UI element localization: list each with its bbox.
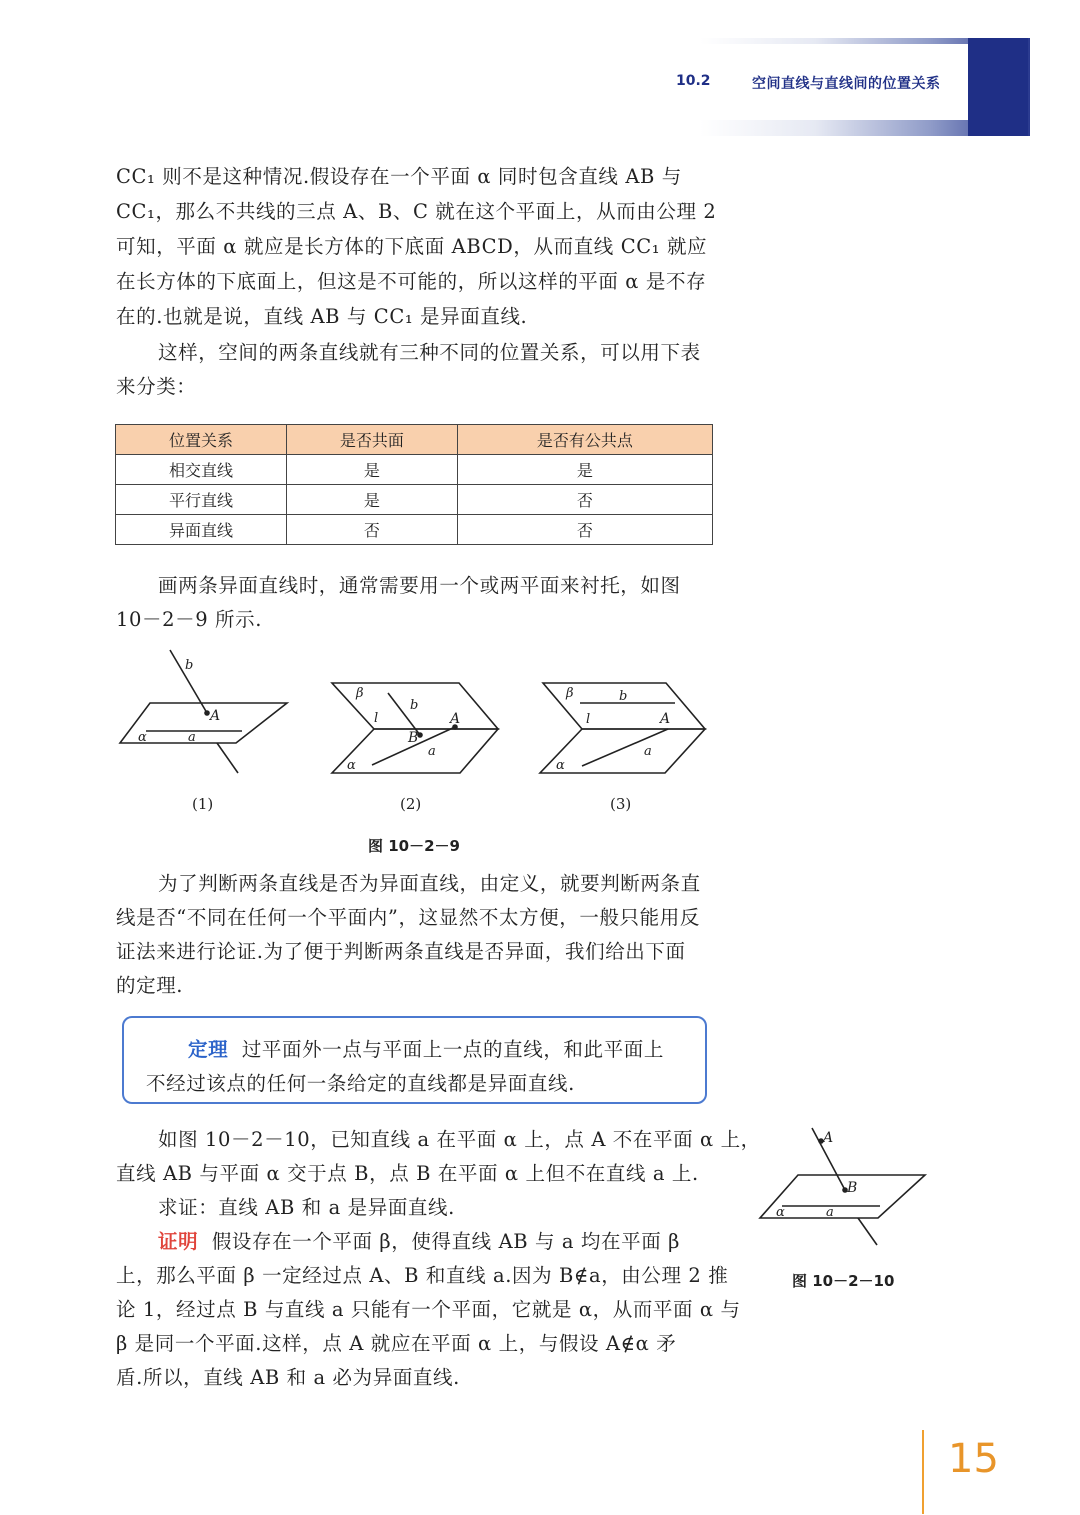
table-header-cell: 位置关系 — [116, 425, 287, 455]
figure-9-part-2 — [332, 683, 498, 773]
paragraph-line: 可知，平面 α 就应是长方体的下底面 ABCD，从而直线 CC₁ 就应 — [116, 235, 708, 258]
table-cell: 是 — [286, 485, 457, 515]
proof-line: 论 1，经过点 B 与直线 a 只能有一个平面，它就是 α，从而平面 α 与 — [116, 1298, 741, 1321]
paragraph-line: CC₁ 则不是这种情况.假设存在一个平面 α 同时包含直线 AB 与 — [116, 165, 682, 188]
label-A: A — [210, 708, 221, 724]
label-l: l — [374, 711, 379, 726]
table-cell: 否 — [457, 515, 712, 545]
label-a: a — [826, 1205, 834, 1220]
table-cell: 是 — [457, 455, 712, 485]
paragraph-line: 如图 10－2－10，已知直线 a 在平面 α 上，点 A 不在平面 α 上， — [158, 1128, 761, 1151]
table-row — [116, 515, 713, 545]
table-cell: 否 — [457, 485, 712, 515]
label-A: A — [660, 711, 671, 727]
theorem-text-2: 不经过该点的任何一条给定的直线都是异面直线. — [146, 1072, 575, 1095]
proof-line — [158, 1229, 680, 1255]
relation-table — [115, 424, 713, 545]
line-a — [582, 729, 668, 766]
theorem-line-1 — [188, 1034, 664, 1062]
label-a: a — [188, 730, 196, 745]
figure-10-2-10 — [750, 1120, 940, 1255]
paragraph-line: 求证：直线 AB 和 a 是异面直线. — [158, 1196, 455, 1219]
sub-caption-2: (2) — [400, 795, 422, 813]
table-row — [116, 485, 713, 515]
paragraph-line: 10－2－9 所示. — [116, 608, 263, 631]
line-b-below — [217, 743, 238, 773]
proof-line: 盾.所以，直线 AB 和 a 必为异面直线. — [116, 1366, 460, 1389]
paragraph-line: 在长方体的下底面上，但这是不可能的，所以这样的平面 α 是不存 — [116, 270, 707, 293]
proof-label: 证明 — [158, 1230, 199, 1253]
table-cell: 相交直线 — [116, 455, 287, 485]
sub-caption-3: (3) — [610, 795, 632, 813]
line-ab-below — [858, 1218, 877, 1245]
figure-9-part-1 — [120, 650, 287, 773]
table-header-cell: 是否有公共点 — [457, 425, 712, 455]
proof-line: 上，那么平面 β 一定经过点 A、B 和直线 a.因为 B∉a，由公理 2 推 — [116, 1264, 729, 1287]
label-B: B — [408, 730, 419, 746]
paragraph-line: 证法来进行论证.为了便于判断两条直线是否异面，我们给出下面 — [116, 940, 686, 963]
label-a: a — [644, 744, 652, 759]
label-A: A — [823, 1130, 834, 1146]
label-B: B — [847, 1180, 858, 1196]
section-number: 10.2 — [676, 73, 711, 89]
paragraph-line: 线是否“不同在任何一个平面内”，这显然不太方便，一般只能用反 — [116, 906, 700, 929]
label-b: b — [410, 698, 419, 713]
label-alpha: α — [556, 758, 565, 773]
page-number: 15 — [948, 1436, 999, 1482]
table-header-cell: 是否共面 — [286, 425, 457, 455]
section-title: 空间直线与直线间的位置关系 — [752, 76, 941, 92]
label-a: a — [428, 744, 436, 759]
label-A: A — [450, 711, 461, 727]
label-l: l — [586, 712, 591, 727]
paragraph-line: 在的.也就是说，直线 AB 与 CC₁ 是异面直线. — [116, 305, 528, 328]
label-beta: β — [356, 686, 364, 701]
proof-first: 假设存在一个平面 β，使得直线 AB 与 a 均在平面 β — [211, 1230, 680, 1253]
figure-caption: 图 10－2－9 — [368, 837, 460, 855]
figure-caption: 图 10－2－10 — [792, 1272, 895, 1290]
figure-9-part-3 — [540, 683, 705, 773]
paragraph-line: 来分类： — [116, 375, 197, 398]
label-alpha: α — [138, 730, 147, 745]
label-alpha: α — [776, 1205, 785, 1220]
label-b: b — [185, 658, 194, 673]
label-beta: β — [566, 686, 574, 701]
theorem-text-1: 过平面外一点与平面上一点的直线，和此平面上 — [241, 1038, 664, 1061]
table-cell: 否 — [286, 515, 457, 545]
header-blue-tab — [968, 38, 1028, 136]
paragraph-line: 这样，空间的两条直线就有三种不同的位置关系，可以用下表 — [158, 341, 701, 364]
table-cell: 平行直线 — [116, 485, 287, 515]
paragraph-line: 的定理. — [116, 974, 184, 997]
page-number-rule — [922, 1430, 924, 1514]
table-row — [116, 455, 713, 485]
paragraph-line: 直线 AB 与平面 α 交于点 B，点 B 在平面 α 上但不在直线 a 上. — [116, 1162, 699, 1185]
sub-caption-1: (1) — [192, 795, 214, 813]
proof-line: β 是同一个平面.这样，点 A 就应在平面 α 上，与假设 A∉α 矛 — [116, 1332, 677, 1355]
table-cell: 是 — [286, 455, 457, 485]
paragraph-line: 为了判断两条直线是否为异面直线，由定义，就要判断两条直 — [158, 872, 701, 895]
paragraph-line: CC₁，那么不共线的三点 A、B、C 就在这个平面上，从而由公理 2 — [116, 200, 717, 223]
table-cell: 异面直线 — [116, 515, 287, 545]
label-b: b — [619, 689, 628, 704]
theorem-label: 定理 — [188, 1038, 229, 1061]
paragraph-line: 画两条异面直线时，通常需要用一个或两平面来衬托，如图 — [158, 574, 681, 597]
label-alpha: α — [347, 758, 356, 773]
point-b — [418, 733, 422, 737]
point-a — [205, 711, 209, 715]
figure-10-2-9 — [110, 645, 730, 790]
